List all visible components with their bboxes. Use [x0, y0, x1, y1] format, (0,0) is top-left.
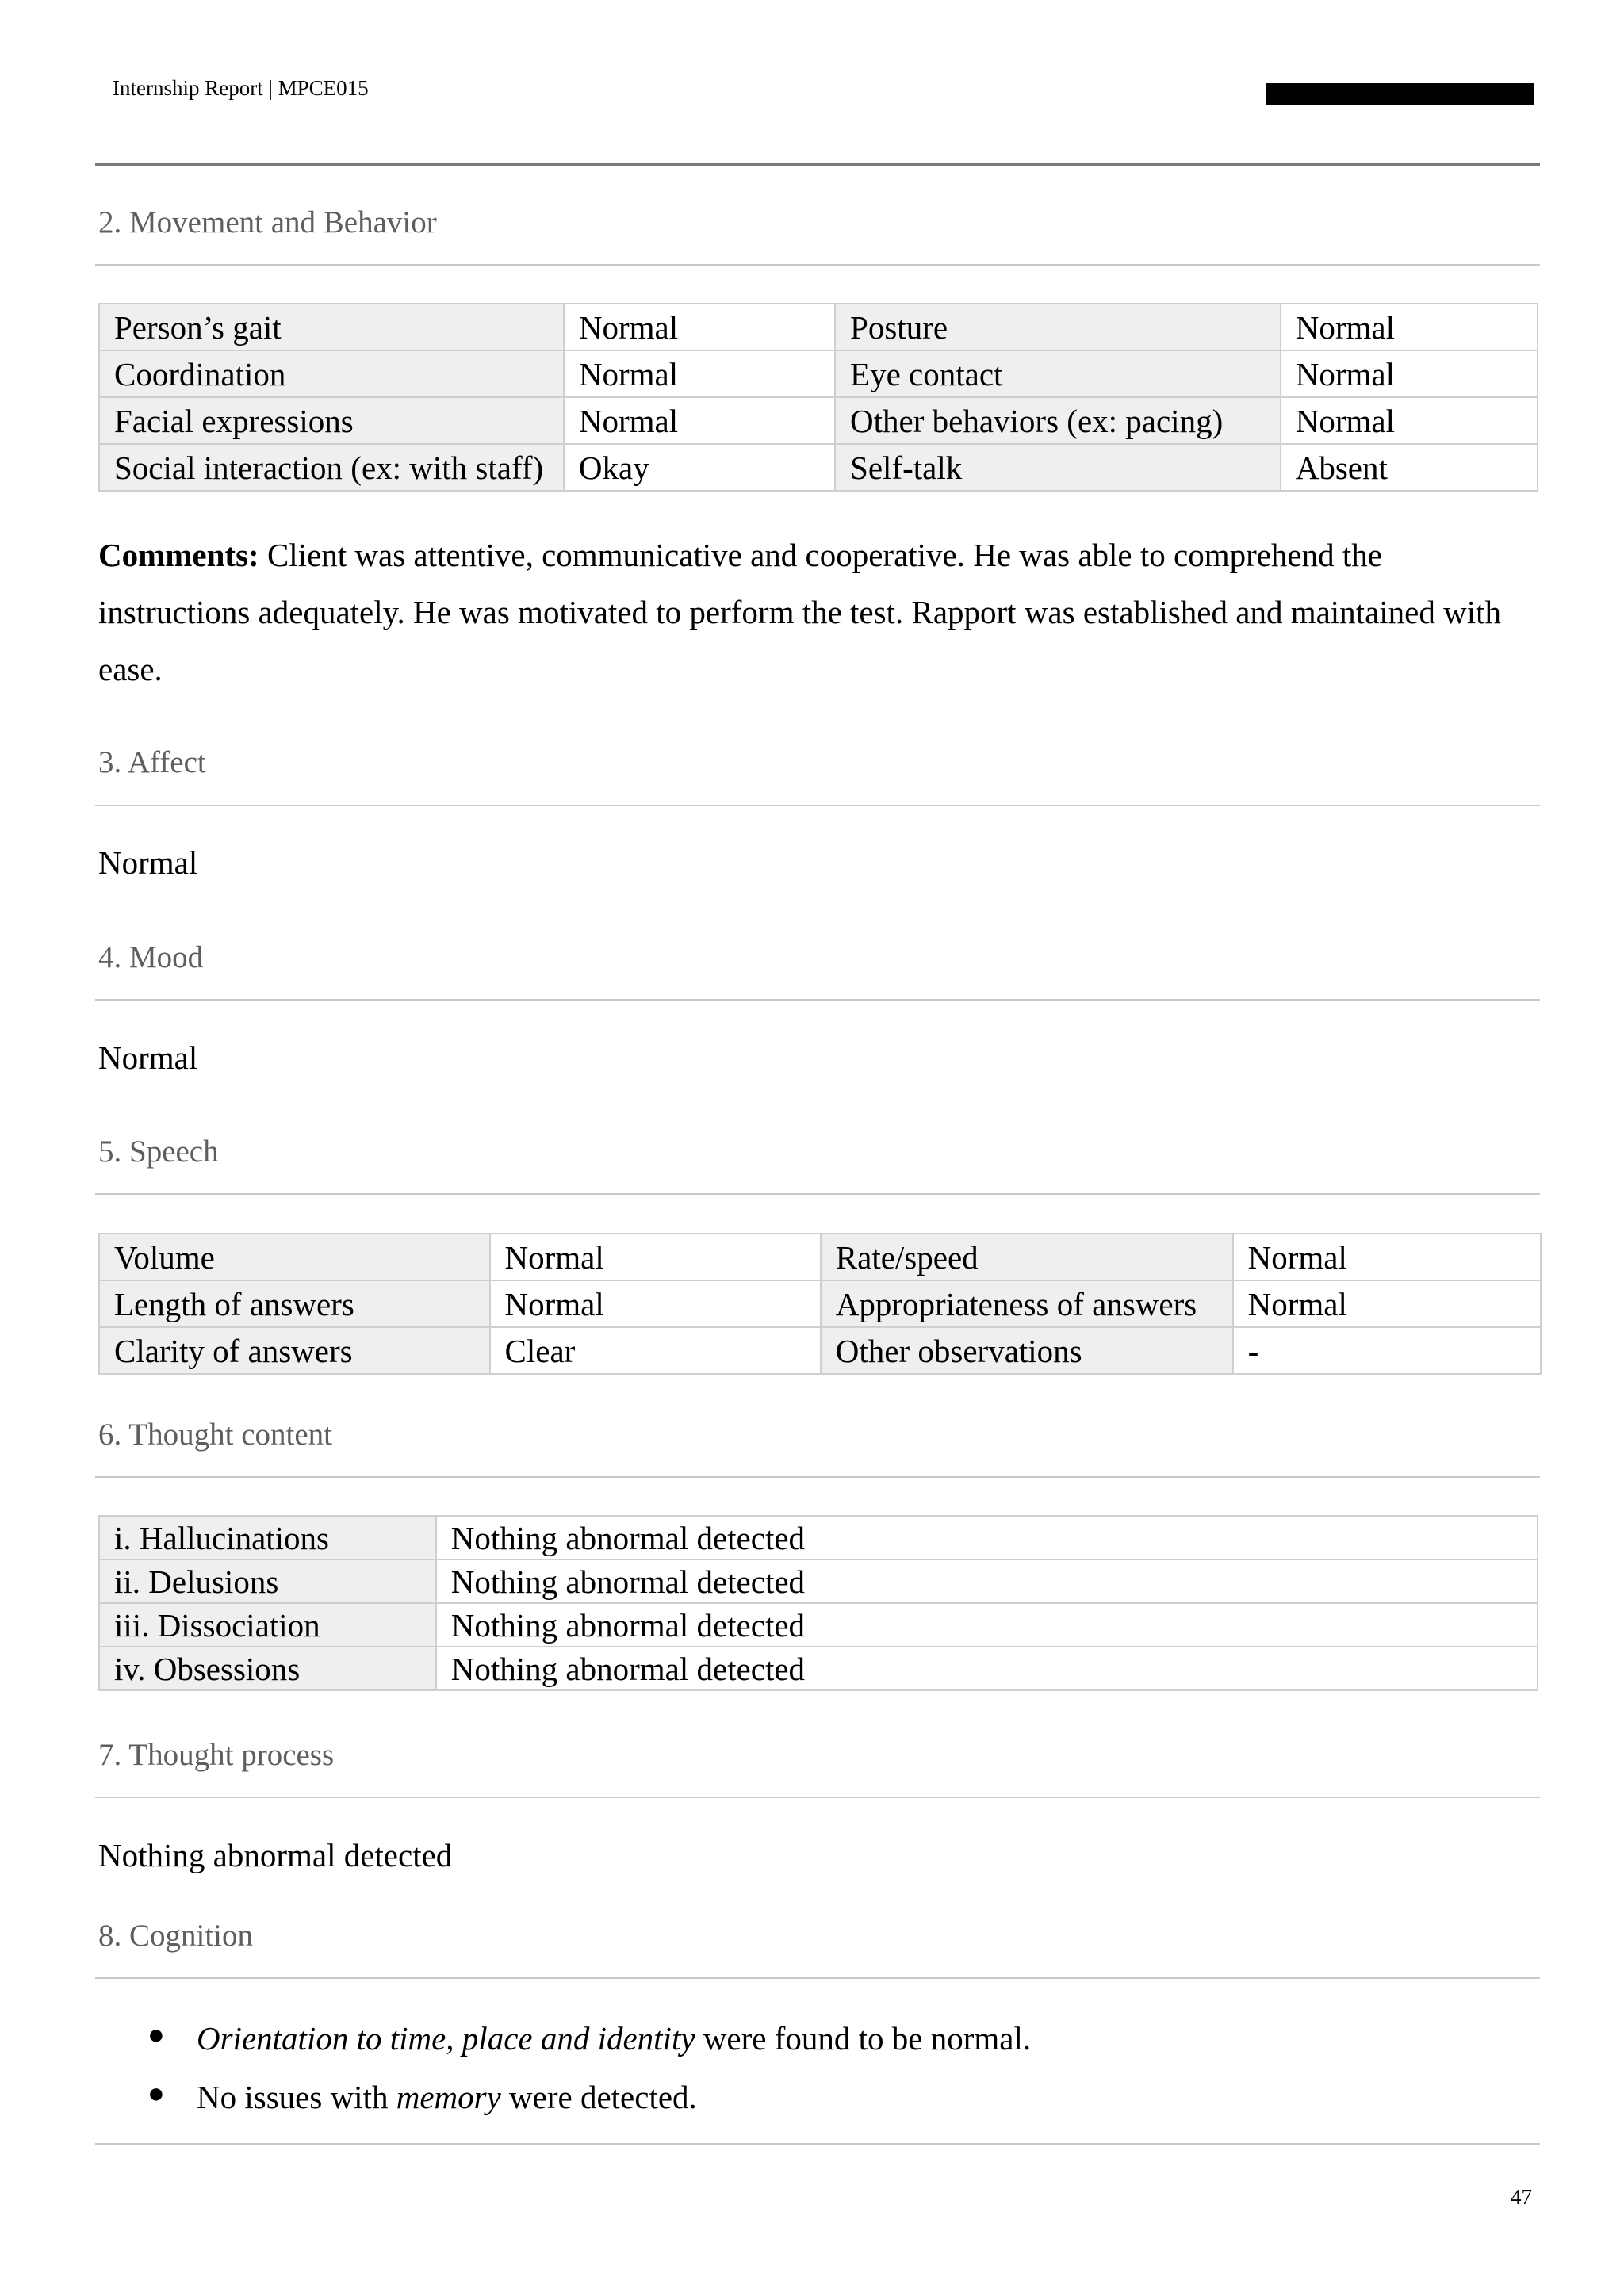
- mood-value: Normal: [98, 1039, 198, 1076]
- section-divider: [95, 999, 1540, 1001]
- bullet-before: No issues with: [197, 2079, 396, 2115]
- section-heading-affect: 3. Affect: [98, 745, 206, 779]
- table-cell-value: Nothing abnormal detected: [436, 1603, 1538, 1647]
- comments-text: Client was attentive, communicative and cooperative. He was able to comprehend the instructions adequately. He was motivated to perform the test. Rapport was established and maintained with ease.: [98, 537, 1502, 687]
- footer-divider: [95, 2143, 1540, 2145]
- table-cell-label: Coordination: [99, 350, 564, 397]
- table-cell-value: Normal: [1281, 304, 1538, 350]
- thought-process-value: Nothing abnormal detected: [98, 1837, 453, 1873]
- bullet-text: [197, 2078, 697, 2116]
- table-cell-label: i. Hallucinations: [99, 1516, 436, 1559]
- bullet-emphasis: Orientation to time, place and identity: [197, 2020, 695, 2057]
- table-cell-label: Length of answers: [99, 1280, 490, 1327]
- section-heading-cognition: 8. Cognition: [98, 1919, 254, 1953]
- section-heading-speech: 5. Speech: [98, 1135, 219, 1169]
- table-cell-label: Other observations: [821, 1327, 1233, 1374]
- table-cell-value: Okay: [564, 444, 835, 491]
- bullet-icon: ●: [147, 2077, 165, 2109]
- bullet-text: [197, 2019, 1031, 2057]
- table-cell-label: Posture: [835, 304, 1281, 350]
- table-row: [99, 1327, 1541, 1374]
- table-cell-value: Normal: [564, 304, 835, 350]
- table-row: [99, 1647, 1538, 1690]
- page-number: 47: [1511, 2185, 1532, 2209]
- table-row: [99, 1280, 1541, 1327]
- table-row: [99, 1603, 1538, 1647]
- table-cell-label: iii. Dissociation: [99, 1603, 436, 1647]
- section-divider: [95, 264, 1540, 266]
- section-divider: [95, 1476, 1540, 1478]
- table-cell-label: Facial expressions: [99, 397, 564, 444]
- table-cell-value: Clear: [490, 1327, 821, 1374]
- table-cell-label: Person’s gait: [99, 304, 564, 350]
- table-cell-value: Normal: [564, 350, 835, 397]
- table-cell-label: Appropriateness of answers: [821, 1280, 1233, 1327]
- table-cell-value: Normal: [564, 397, 835, 444]
- table-row: [99, 1516, 1538, 1559]
- speech-table: [98, 1233, 1542, 1375]
- table-cell-value: Nothing abnormal detected: [436, 1559, 1538, 1603]
- redaction-bar: [1266, 83, 1534, 105]
- section-divider: [95, 805, 1540, 806]
- table-cell-value: Normal: [1233, 1234, 1541, 1280]
- table-cell-label: Eye contact: [835, 350, 1281, 397]
- table-cell-label: Other behaviors (ex: pacing): [835, 397, 1281, 444]
- section-divider: [95, 1797, 1540, 1798]
- table-cell-label: Clarity of answers: [99, 1327, 490, 1374]
- table-cell-label: iv. Obsessions: [99, 1647, 436, 1690]
- table-cell-value: Normal: [1233, 1280, 1541, 1327]
- table-cell-value: Nothing abnormal detected: [436, 1516, 1538, 1559]
- section-heading-mood: 4. Mood: [98, 940, 204, 974]
- table-cell-label: Social interaction (ex: with staff): [99, 444, 564, 491]
- table-row: [99, 444, 1538, 491]
- bullet-rest: were found to be normal.: [695, 2020, 1032, 2057]
- comments-paragraph: [98, 526, 1542, 698]
- table-cell-value: Absent: [1281, 444, 1538, 491]
- section-heading-thought-process: 7. Thought process: [98, 1738, 335, 1772]
- section-divider: [95, 1193, 1540, 1195]
- table-cell-label: Rate/speed: [821, 1234, 1233, 1280]
- table-cell-value: -: [1233, 1327, 1541, 1374]
- affect-value: Normal: [98, 844, 198, 881]
- table-cell-label: ii. Delusions: [99, 1559, 436, 1603]
- bullet-emphasis: memory: [396, 2079, 501, 2115]
- section-heading-movement: 2. Movement and Behavior: [98, 205, 437, 239]
- report-header-title: Internship Report | MPCE015: [113, 76, 369, 100]
- comments-label: Comments:: [98, 537, 259, 573]
- table-cell-label: Volume: [99, 1234, 490, 1280]
- table-row: [99, 1234, 1541, 1280]
- table-row: [99, 397, 1538, 444]
- table-cell-value: Normal: [1281, 350, 1538, 397]
- table-cell-value: Normal: [1281, 397, 1538, 444]
- thought-content-table: [98, 1515, 1538, 1691]
- table-row: [99, 350, 1538, 397]
- table-cell-value: Normal: [490, 1280, 821, 1327]
- bullet-after: were detected.: [500, 2079, 697, 2115]
- table-cell-label: Self-talk: [835, 444, 1281, 491]
- movement-table: [98, 303, 1538, 492]
- table-row: [99, 304, 1538, 350]
- header-divider: [95, 163, 1540, 166]
- table-cell-value: Nothing abnormal detected: [436, 1647, 1538, 1690]
- section-heading-thought-content: 6. Thought content: [98, 1418, 332, 1452]
- table-cell-value: Normal: [490, 1234, 821, 1280]
- bullet-icon: ●: [147, 2019, 165, 2050]
- section-divider: [95, 1977, 1540, 1979]
- table-row: [99, 1559, 1538, 1603]
